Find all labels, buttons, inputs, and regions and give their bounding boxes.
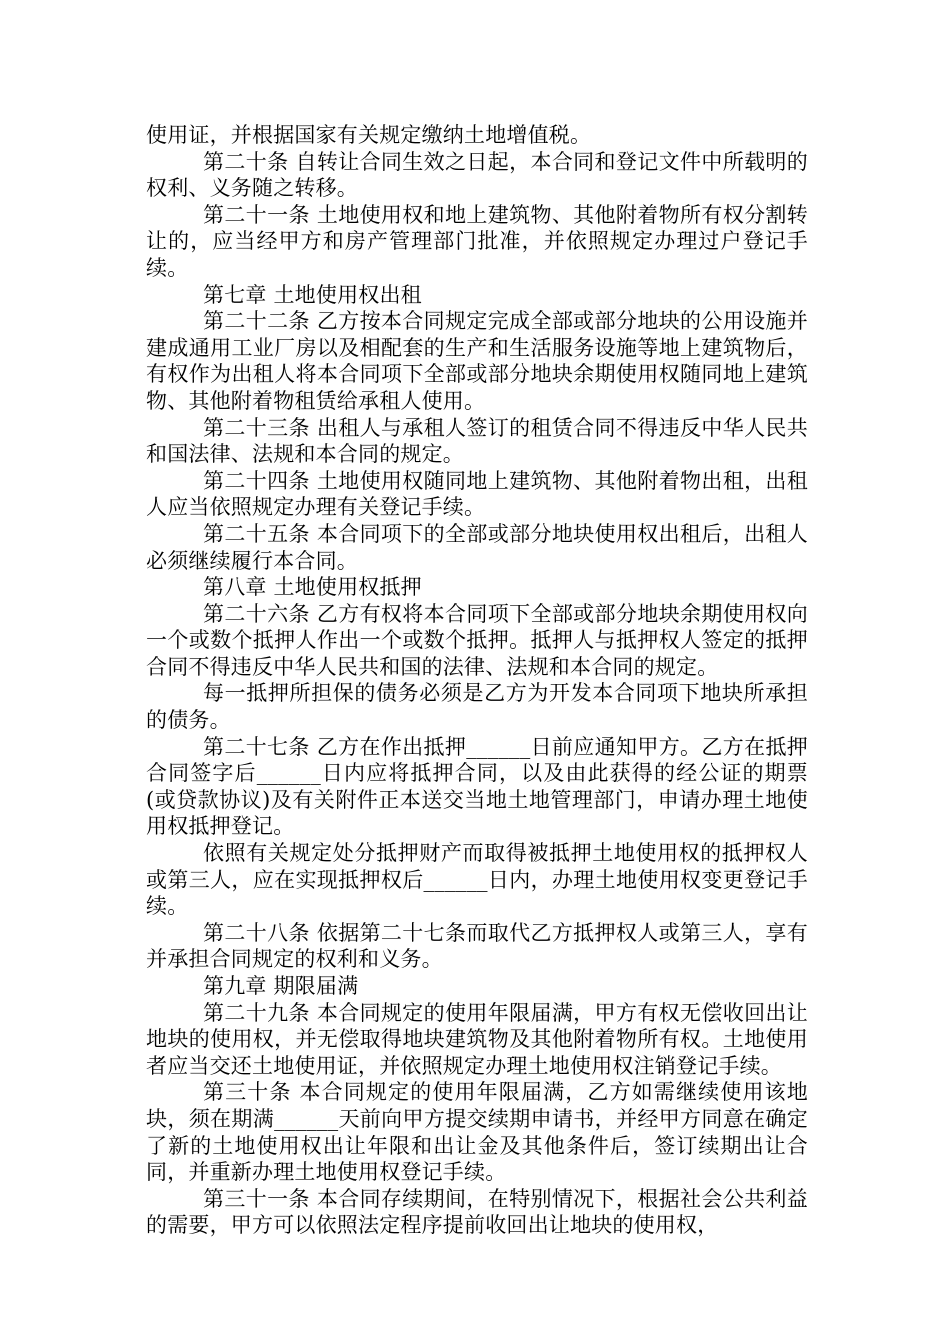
article-27: 第二十七条 乙方在作出抵押______日前应通知甲方。乙方在抵押合同签字后______日内应将抵押合同，以及由此获得的经公证的期票(或贷款协议)及有关附件正本送交当地土地管理部门，申请办理土地使用权抵押登记。 — [146, 734, 808, 839]
article-25: 第二十五条 本合同项下的全部或部分地块使用权出租后，出租人必须继续履行本合同。 — [146, 521, 808, 573]
article-22: 第二十二条 乙方按本合同规定完成全部或部分地块的公用设施并建成通用工业厂房以及相配套的生产和生活服务设施等地上建筑物后，有权作为出租人将本合同项下全部或部分地块余期使用权随同地上建筑物、其他附着物租赁给承租人使用。 — [146, 309, 808, 413]
article-23: 第二十三条 出租人与承租人签订的租赁合同不得违反中华人民共和国法律、法规和本合同的规定。 — [146, 415, 808, 467]
article-29: 第二十九条 本合同规定的使用年限届满，甲方有权无偿收回出让地块的使用权，并无偿取得地块建筑物及其他附着物所有权。土地使用者应当交还土地使用证，并依照规定办理土地使用权注销登记手续。 — [146, 1000, 808, 1078]
document-page — [146, 122, 808, 1239]
article-20: 第二十条 自转让合同生效之日起，本合同和登记文件中所载明的权利、义务随之转移。 — [146, 149, 808, 201]
article-26-paragraph-2: 每一抵押所担保的债务必须是乙方为开发本合同项下地块所承担的债务。 — [146, 681, 808, 733]
article-21: 第二十一条 土地使用权和地上建筑物、其他附着物所有权分割转让的，应当经甲方和房产管理部门批准，并依照规定办理过户登记手续。 — [146, 202, 808, 280]
article-27-paragraph-2: 依照有关规定处分抵押财产而取得被抵押土地使用权的抵押权人或第三人，应在实现抵押权后______日内，办理土地使用权变更登记手续。 — [146, 841, 808, 919]
paragraph-0: 使用证，并根据国家有关规定缴纳土地增值税。 — [146, 123, 592, 147]
article-31: 第三十一条 本合同存续期间，在特别情况下，根据社会公共利益的需要，甲方可以依照法定程序提前收回出让地块的使用权， — [146, 1186, 808, 1238]
chapter-7-heading: 第七章 土地使用权出租 — [203, 282, 422, 307]
article-28: 第二十八条 依据第二十七条而取代乙方抵押权人或第三人，享有并承担合同规定的权利和义务。 — [146, 920, 808, 972]
article-26: 第二十六条 乙方有权将本合同项下全部或部分地块余期使用权向一个或数个抵押人作出一个或数个抵押。抵押人与抵押权人签定的抵押合同不得违反中华人民共和国的法律、法规和本合同的规定。 — [146, 601, 808, 679]
chapter-8-heading: 第八章 土地使用权抵押 — [203, 575, 422, 600]
chapter-9-heading: 第九章 期限届满 — [203, 974, 359, 998]
article-24: 第二十四条 土地使用权随同地上建筑物、其他附着物出租，出租人应当依照规定办理有关登记手续。 — [146, 468, 808, 520]
article-30: 第三十条 本合同规定的使用年限届满，乙方如需继续使用该地块，须在期满______天前向甲方提交续期申请书，并经甲方同意在确定了新的土地使用权出让年限和出让金及其他条件后，签订续期出让合同，并重新办理土地使用权登记手续。 — [146, 1080, 808, 1185]
